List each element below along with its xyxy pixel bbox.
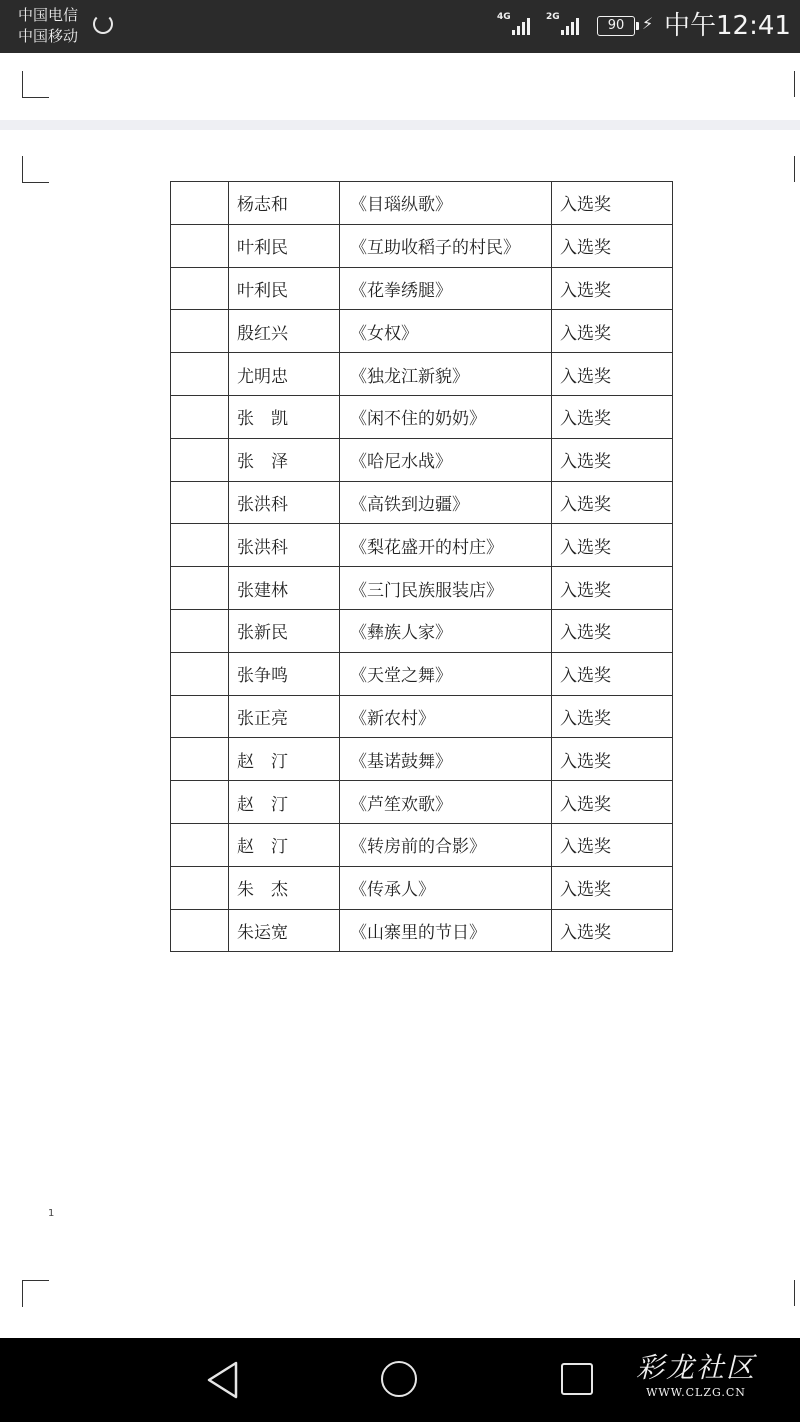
table-row: [171, 652, 673, 695]
award-cell: 入选奖: [552, 182, 673, 225]
author-cell: 殷红兴: [229, 310, 340, 353]
num-cell: [171, 866, 229, 909]
author-cell: 杨志和: [229, 182, 340, 225]
num-cell: [171, 695, 229, 738]
num-cell: [171, 224, 229, 267]
page-separator: [0, 120, 800, 130]
awards-table: [170, 181, 673, 952]
status-clock: 中午12:41: [664, 11, 791, 41]
page-corner-mark: [22, 156, 49, 183]
title-cell: 《哈尼水战》: [340, 438, 552, 481]
title-cell: 《传承人》: [340, 866, 552, 909]
table-row: [171, 781, 673, 824]
table-row: [171, 909, 673, 952]
table-row: [171, 182, 673, 225]
author-cell: 张洪科: [229, 524, 340, 567]
navigation-bar: [0, 1338, 800, 1422]
home-icon[interactable]: [381, 1361, 417, 1397]
award-cell: 入选奖: [552, 738, 673, 781]
table-row: [171, 481, 673, 524]
num-cell: [171, 652, 229, 695]
sync-spinner-icon: [93, 14, 113, 34]
title-cell: 《天堂之舞》: [340, 652, 552, 695]
award-cell: 入选奖: [552, 224, 673, 267]
author-cell: 尤明忠: [229, 353, 340, 396]
num-cell: [171, 267, 229, 310]
table-row: [171, 524, 673, 567]
table-row: [171, 310, 673, 353]
num-cell: [171, 524, 229, 567]
battery-icon: 90: [597, 16, 635, 36]
award-cell: 入选奖: [552, 438, 673, 481]
title-cell: 《女权》: [340, 310, 552, 353]
author-cell: 赵 汀: [229, 738, 340, 781]
award-cell: 入选奖: [552, 609, 673, 652]
author-cell: 张建林: [229, 567, 340, 610]
watermark-logo: 彩龙社区 WWW.CLZG.CN: [636, 1351, 757, 1399]
table-row: [171, 267, 673, 310]
title-cell: 《独龙江新貌》: [340, 353, 552, 396]
author-cell: 赵 汀: [229, 823, 340, 866]
num-cell: [171, 909, 229, 952]
num-cell: [171, 738, 229, 781]
title-cell: 《互助收稻子的村民》: [340, 224, 552, 267]
page-corner-mark: [794, 156, 800, 182]
table-row: [171, 695, 673, 738]
page-corner-mark: [22, 1280, 49, 1307]
award-cell: 入选奖: [552, 823, 673, 866]
table-row: [171, 395, 673, 438]
num-cell: [171, 823, 229, 866]
author-cell: 张正亮: [229, 695, 340, 738]
title-cell: 《闲不住的奶奶》: [340, 395, 552, 438]
author-cell: 叶利民: [229, 267, 340, 310]
award-cell: 入选奖: [552, 909, 673, 952]
title-cell: 《梨花盛开的村庄》: [340, 524, 552, 567]
num-cell: [171, 395, 229, 438]
author-cell: 朱 杰: [229, 866, 340, 909]
table-row: [171, 738, 673, 781]
title-cell: 《高铁到边疆》: [340, 481, 552, 524]
num-cell: [171, 438, 229, 481]
carrier-names: [18, 5, 78, 47]
page-corner-mark: [794, 71, 800, 97]
title-cell: 《花拳绣腿》: [340, 267, 552, 310]
title-cell: 《新农村》: [340, 695, 552, 738]
signal-2g-icon: 2G: [546, 12, 580, 40]
status-bar: [0, 0, 800, 53]
battery-tip: [636, 22, 639, 30]
num-cell: [171, 353, 229, 396]
title-cell: 《转房前的合影》: [340, 823, 552, 866]
title-cell: 《芦笙欢歌》: [340, 781, 552, 824]
author-cell: 张 泽: [229, 438, 340, 481]
title-cell: 《山寨里的节日》: [340, 909, 552, 952]
award-cell: 入选奖: [552, 481, 673, 524]
author-cell: 张新民: [229, 609, 340, 652]
award-cell: 入选奖: [552, 567, 673, 610]
num-cell: [171, 567, 229, 610]
title-cell: 《目瑙纵歌》: [340, 182, 552, 225]
title-cell: 《彝族人家》: [340, 609, 552, 652]
award-cell: 入选奖: [552, 524, 673, 567]
charging-icon: ⚡: [642, 14, 654, 33]
table-row: [171, 823, 673, 866]
num-cell: [171, 781, 229, 824]
award-cell: 入选奖: [552, 781, 673, 824]
award-cell: 入选奖: [552, 310, 673, 353]
author-cell: 张争鸣: [229, 652, 340, 695]
award-cell: 入选奖: [552, 395, 673, 438]
recent-apps-icon[interactable]: [561, 1363, 593, 1395]
table-row: [171, 609, 673, 652]
table-row: [171, 224, 673, 267]
author-cell: 朱运宽: [229, 909, 340, 952]
author-cell: 叶利民: [229, 224, 340, 267]
page-corner-mark: [794, 1280, 800, 1306]
table-row: [171, 353, 673, 396]
num-cell: [171, 182, 229, 225]
page-number: 1: [48, 1208, 55, 1219]
carrier-2: 中国移动: [18, 27, 79, 45]
num-cell: [171, 481, 229, 524]
back-icon[interactable]: [205, 1360, 241, 1400]
author-cell: 张洪科: [229, 481, 340, 524]
award-cell: 入选奖: [552, 695, 673, 738]
table-row: [171, 866, 673, 909]
author-cell: 张 凯: [229, 395, 340, 438]
author-cell: 赵 汀: [229, 781, 340, 824]
award-cell: 入选奖: [552, 652, 673, 695]
table-row: [171, 438, 673, 481]
title-cell: 《三门民族服装店》: [340, 567, 552, 610]
num-cell: [171, 609, 229, 652]
signal-4g-icon: 4G: [497, 12, 531, 40]
page-corner-mark: [22, 71, 49, 98]
award-cell: 入选奖: [552, 353, 673, 396]
award-cell: 入选奖: [552, 267, 673, 310]
carrier-1: 中国电信: [18, 6, 79, 24]
num-cell: [171, 310, 229, 353]
title-cell: 《基诺鼓舞》: [340, 738, 552, 781]
table-row: [171, 567, 673, 610]
award-cell: 入选奖: [552, 866, 673, 909]
